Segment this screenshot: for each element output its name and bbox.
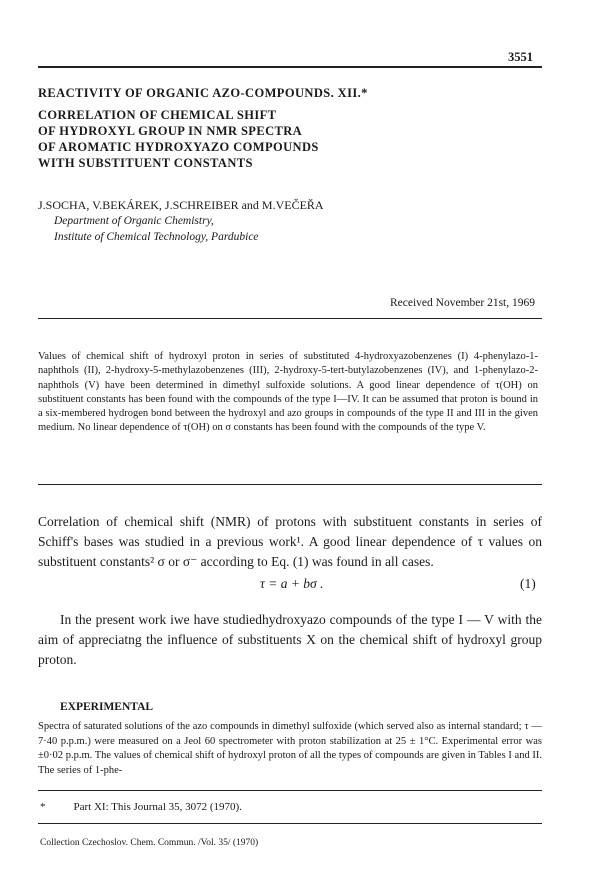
- received-date: Received November 21st, 1969: [390, 297, 535, 309]
- equation: τ = a + bσ .: [260, 576, 324, 591]
- authors: J.SOCHA, V.BEKÁREK, J.SCHREIBER and M.VEČEŘA: [38, 198, 324, 212]
- footnote-marker: *: [40, 801, 46, 813]
- article-title-line-3: OF AROMATIC HYDROXYAZO COMPOUNDS: [38, 140, 319, 154]
- experimental-text: Spectra of saturated solutions of the azo compounds in dimethyl sulfoxide (which served also as internal standard; τ — 7·40 p.p.m.) were measured on a Jeol 60 spectrometer with proton stabilization at 25 ± 1°C. Experimental error was ±0·02 p.p.m. The values of chemical shift of hydroxyl proton of all the types of compounds are given in Tables I and II. The series of 1-phe-: [38, 721, 542, 776]
- footnote: [40, 801, 242, 813]
- section-heading-experimental: EXPERIMENTAL: [60, 701, 154, 713]
- header-rule: [38, 66, 542, 68]
- abstract-top-rule: [38, 318, 542, 319]
- abstract-bottom-rule: [38, 484, 542, 485]
- article-title-line-2: OF HYDROXYL GROUP IN NMR SPECTRA: [38, 124, 303, 138]
- footnote-text: Part XI: This Journal 35, 3072 (1970).: [73, 801, 242, 813]
- series-title: REACTIVITY OF ORGANIC AZO-COMPOUNDS. XII.*: [38, 86, 368, 100]
- page-number: 3551: [508, 50, 533, 64]
- equation-number: (1): [520, 576, 536, 591]
- article-title-line-1: CORRELATION OF CHEMICAL SHIFT: [38, 108, 277, 122]
- body-paragraph-1: Correlation of chemical shift (NMR) of protons with substituent constants in series of Schiff's bases was studied in a previous work¹. A good linear dependence of τ values on substituent constants² σ or σ⁻ according to Eq. (1) was found in all cases.: [38, 514, 542, 569]
- article-title-line-4: WITH SUBSTITUENT CONSTANTS: [38, 156, 253, 170]
- affiliation-department: Department of Organic Chemistry,: [54, 215, 214, 227]
- footnote-rule: [38, 790, 542, 791]
- footer-rule: [38, 823, 542, 824]
- affiliation-institute: Institute of Chemical Technology, Pardubice: [54, 231, 259, 243]
- abstract: Values of chemical shift of hydroxyl proton in series of substituted 4-hydroxyazobenzenes (I) 4-phenylazo-1-naphthols (II), 2-hydroxy-5-methylazobenzenes (III), 2-hydroxy-5-tert-butylazobenzenes (IV), and 1-phenylazo-2-naphthols (V) have been determined in dimethyl sulfoxide solutions. A good linear dependence of τ(OH) on substituent constants has been found with the compounds of the type I—IV. It can be assumed that proton is bound in a six-membered hydrogen bond between the hydroxyl and azo groups in compounds of the type II and III in the given medium. No linear dependence of τ(OH) on σ constants has been found with the compounds of the type V.: [38, 351, 538, 434]
- journal-citation: Collection Czechoslov. Chem. Commun. /Vol. 35/ (1970): [40, 838, 259, 848]
- body-paragraph-2: In the present work iwe have studiedhydroxyazo compounds of the type I — V with the aim of appreciatng the influence of substituents X on the chemical shift of hydroxyl group proton.: [38, 612, 542, 667]
